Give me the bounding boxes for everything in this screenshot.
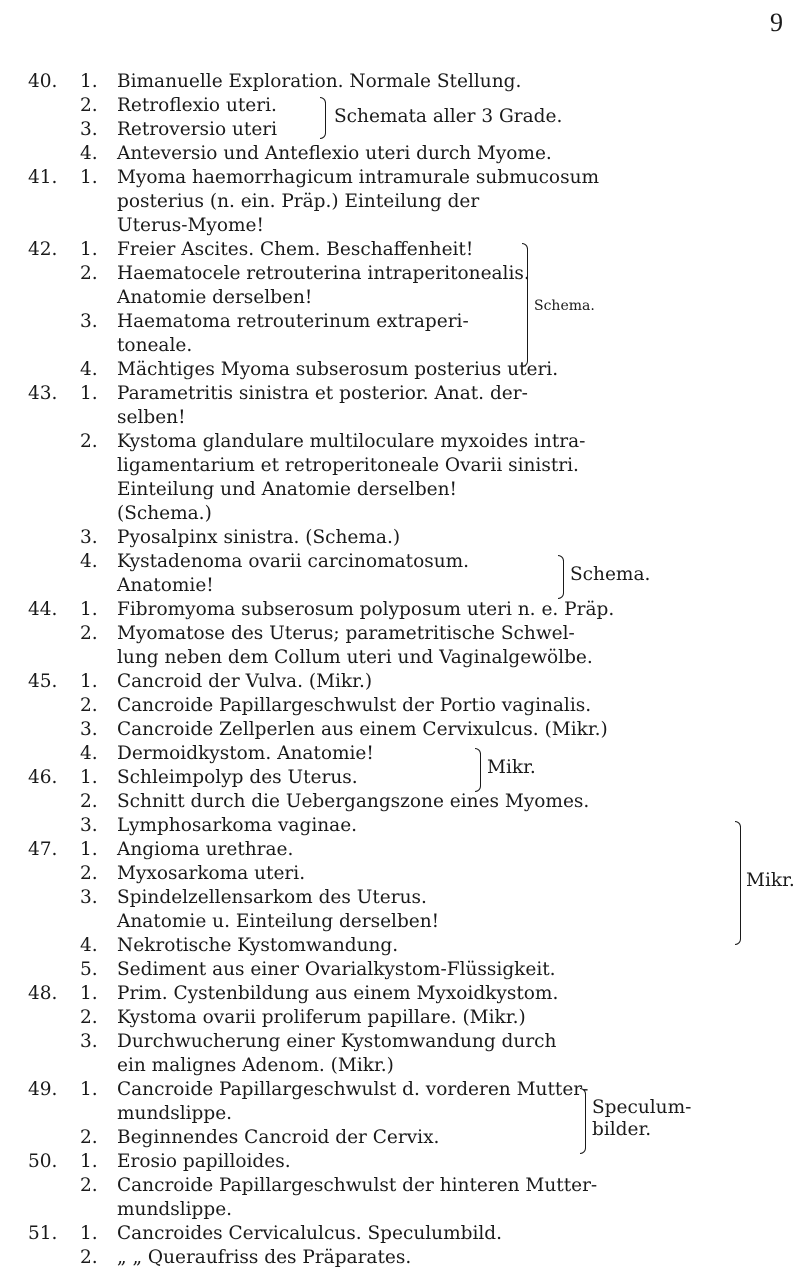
- entry-text: Kystoma ovarii proliferum papillare. (Mikr.): [117, 1007, 526, 1028]
- bracket-note-mikr: Mikr.: [746, 870, 795, 891]
- entry-row: [28, 478, 788, 502]
- entry-text: Retroflexio uteri.: [117, 95, 277, 116]
- entry-row: [28, 1054, 788, 1078]
- entry-text: Cancroid der Vulva. (Mikr.): [117, 671, 373, 692]
- entry-row: [28, 886, 788, 910]
- entry-text: selben!: [117, 407, 186, 428]
- entry-item-number: 3.: [80, 815, 98, 836]
- entry-text: Kystoma glandulare multiloculare myxoides intra-: [117, 431, 586, 452]
- entry-row: [28, 502, 788, 526]
- entry-item-number: 2.: [80, 1127, 98, 1148]
- entry-row: [28, 286, 788, 310]
- bracket-line: [320, 97, 326, 139]
- entry-item-number: 4.: [80, 359, 98, 380]
- entry-group-number: 41.: [28, 167, 58, 188]
- entry-item-number: 1.: [80, 167, 98, 188]
- entry-text: Lymphosarkoma vaginae.: [117, 815, 358, 836]
- entry-group-number: 50.: [28, 1151, 58, 1172]
- entry-group-number: 51.: [28, 1223, 58, 1244]
- entry-row: [28, 766, 788, 790]
- entry-text: Cancroide Papillargeschwulst der hinteren Mutter-: [117, 1175, 598, 1196]
- entry-item-number: 4.: [80, 551, 98, 572]
- entry-row: [28, 670, 788, 694]
- entry-row: [28, 574, 788, 598]
- bracket-line: [522, 243, 528, 367]
- page-number: 9: [770, 8, 782, 37]
- entry-item-number: 2.: [80, 1247, 98, 1268]
- entry-row: [28, 382, 788, 406]
- entry-row: [28, 838, 788, 862]
- entry-text: Myxosarkoma uteri.: [117, 863, 306, 884]
- entry-group-number: 47.: [28, 839, 58, 860]
- entry-item-number: 2.: [80, 695, 98, 716]
- entry-text: Dermoidkystom. Anatomie!: [117, 743, 374, 764]
- entry-item-number: 3.: [80, 119, 98, 140]
- entry-row: [28, 334, 788, 358]
- entry-row: [28, 814, 788, 838]
- entry-item-number: 2.: [80, 623, 98, 644]
- entry-text: Fibromyoma subserosum polyposum uteri n. e. Präp.: [117, 599, 615, 620]
- entry-text: Parametritis sinistra et posterior. Anat. der-: [117, 383, 528, 404]
- entry-item-number: 1.: [80, 1151, 98, 1172]
- bracket-note-schema: Schema.: [570, 564, 651, 585]
- entry-row: [28, 142, 788, 166]
- entry-row: [28, 910, 788, 934]
- entry-text: Prim. Cystenbildung aus einem Myxoidkystom.: [117, 983, 559, 1004]
- entry-item-number: 1.: [80, 599, 98, 620]
- entry-text: Cancroide Zellperlen aus einem Cervixulcus. (Mikr.): [117, 719, 608, 740]
- entry-row: [28, 262, 788, 286]
- entry-text: ligamentarium et retroperitoneale Ovarii sinistri.: [117, 455, 579, 476]
- entry-group-number: 46.: [28, 767, 58, 788]
- entry-row: [28, 358, 788, 382]
- entry-text: Haematoma retrouterinum extraperi-: [117, 311, 469, 332]
- entry-item-number: 3.: [80, 719, 98, 740]
- entry-row: [28, 646, 788, 670]
- entry-text: Myoma haemorrhagicum intramurale submucosum: [117, 167, 600, 188]
- entry-text: Anatomie derselben!: [117, 287, 313, 308]
- entry-row: [28, 790, 788, 814]
- entry-text: posterius (n. ein. Präp.) Einteilung der: [117, 191, 480, 212]
- entry-item-number: 2.: [80, 431, 98, 452]
- entry-item-number: 1.: [80, 671, 98, 692]
- entry-item-number: 2.: [80, 1175, 98, 1196]
- entry-row: [28, 862, 788, 886]
- entry-text: Schleimpolyp des Uterus.: [117, 767, 358, 788]
- entry-row: [28, 958, 788, 982]
- entry-row: [28, 982, 788, 1006]
- entry-group-number: 40.: [28, 71, 58, 92]
- entry-group-number: 45.: [28, 671, 58, 692]
- entry-item-number: 1.: [80, 71, 98, 92]
- entry-row: [28, 406, 788, 430]
- entry-text: Erosio papilloides.: [117, 1151, 291, 1172]
- entry-row: [28, 70, 788, 94]
- entry-text: „ „ Queraufriss des Präparates.: [117, 1247, 412, 1268]
- entry-text: Angioma urethrae.: [117, 839, 294, 860]
- entry-text: Bimanuelle Exploration. Normale Stellung.: [117, 71, 522, 92]
- entry-item-number: 4.: [80, 743, 98, 764]
- entry-item-number: 3.: [80, 311, 98, 332]
- entry-row: [28, 526, 788, 550]
- entry-text: Kystadenoma ovarii carcinomatosum.: [117, 551, 470, 572]
- entry-item-number: 3.: [80, 527, 98, 548]
- entry-row: [28, 742, 788, 766]
- entry-row: [28, 310, 788, 334]
- entry-row: [28, 214, 788, 238]
- entry-row: [28, 550, 788, 574]
- entry-text: Spindelzellensarkom des Uterus.: [117, 887, 427, 908]
- entry-item-number: 2.: [80, 1007, 98, 1028]
- entry-text: Retroversio uteri: [117, 119, 278, 140]
- entry-item-number: 1.: [80, 383, 98, 404]
- entry-text: Nekrotische Kystomwandung.: [117, 935, 399, 956]
- entry-list: [28, 70, 788, 1270]
- entry-text: Anatomie u. Einteilung derselben!: [117, 911, 440, 932]
- bracket-line: [475, 748, 481, 792]
- entry-text: Pyosalpinx sinistra. (Schema.): [117, 527, 401, 548]
- entry-group-number: 43.: [28, 383, 58, 404]
- entry-text: Schnitt durch die Uebergangszone eines Myomes.: [117, 791, 590, 812]
- entry-row: [28, 1174, 788, 1198]
- entry-item-number: 3.: [80, 887, 98, 908]
- entry-row: [28, 694, 788, 718]
- entry-text: Einteilung und Anatomie derselben!: [117, 479, 457, 500]
- entry-row: [28, 598, 788, 622]
- entry-text: Durchwucherung einer Kystomwandung durch: [117, 1031, 557, 1052]
- bracket-note-speculum: Speculum-bilder.: [592, 1097, 692, 1140]
- entry-item-number: 2.: [80, 791, 98, 812]
- entry-text: Anteversio und Anteflexio uteri durch Myome.: [117, 143, 552, 164]
- entry-item-number: 2.: [80, 263, 98, 284]
- entry-item-number: 1.: [80, 239, 98, 260]
- entry-group-number: 42.: [28, 239, 58, 260]
- entry-item-number: 3.: [80, 1031, 98, 1052]
- entry-item-number: 1.: [80, 1079, 98, 1100]
- entry-text: Sediment aus einer Ovarialkystom-Flüssigkeit.: [117, 959, 556, 980]
- bracket-note-schemata: Schemata aller 3 Grade.: [334, 106, 563, 127]
- entry-row: [28, 1006, 788, 1030]
- bracket-note-mikr: Mikr.: [487, 757, 536, 778]
- entry-row: [28, 934, 788, 958]
- entry-row: [28, 1246, 788, 1270]
- entry-text: Freier Ascites. Chem. Beschaffenheit!: [117, 239, 474, 260]
- entry-item-number: 1.: [80, 767, 98, 788]
- entry-text: mundslippe.: [117, 1199, 233, 1220]
- entry-text: Myomatose des Uterus; parametritische Schwel-: [117, 623, 575, 644]
- entry-group-number: 48.: [28, 983, 58, 1004]
- bracket-note-schema: Schema.: [534, 298, 595, 314]
- entry-text: Cancroide Papillargeschwulst d. vorderen Mutter-: [117, 1079, 589, 1100]
- entry-group-number: 49.: [28, 1079, 58, 1100]
- entry-row: [28, 622, 788, 646]
- entry-item-number: 5.: [80, 959, 98, 980]
- entry-row: [28, 454, 788, 478]
- entry-row: [28, 166, 788, 190]
- entry-row: [28, 430, 788, 454]
- entry-text: Cancroide Papillargeschwulst der Portio vaginalis.: [117, 695, 592, 716]
- entry-item-number: 1.: [80, 1223, 98, 1244]
- bracket-line: [558, 555, 564, 599]
- entry-row: [28, 190, 788, 214]
- entry-row: [28, 1150, 788, 1174]
- entry-row: [28, 1198, 788, 1222]
- bracket-line: [735, 821, 741, 945]
- entry-text: Beginnendes Cancroid der Cervix.: [117, 1127, 440, 1148]
- entry-text: Mächtiges Myoma subserosum posterius uteri.: [117, 359, 559, 380]
- entry-text: Cancroides Cervicalulcus. Speculumbild.: [117, 1223, 503, 1244]
- entry-text: Uterus-Myome!: [117, 215, 264, 236]
- entry-text: ein malignes Adenom. (Mikr.): [117, 1055, 394, 1076]
- entry-group-number: 44.: [28, 599, 58, 620]
- entry-text: toneale.: [117, 335, 193, 356]
- entry-text: Anatomie!: [117, 575, 214, 596]
- entry-row: [28, 1030, 788, 1054]
- entry-item-number: 2.: [80, 863, 98, 884]
- entry-text: (Schema.): [117, 503, 212, 524]
- entry-text: lung neben dem Collum uteri und Vaginalgewölbe.: [117, 647, 593, 668]
- bracket-line: [580, 1088, 586, 1154]
- entry-item-number: 2.: [80, 95, 98, 116]
- entry-text: Haematocele retrouterina intraperitonealis.: [117, 263, 530, 284]
- entry-row: [28, 1222, 788, 1246]
- entry-text: mundslippe.: [117, 1103, 233, 1124]
- entry-row: [28, 238, 788, 262]
- entry-row: [28, 718, 788, 742]
- entry-item-number: 1.: [80, 839, 98, 860]
- entry-item-number: 1.: [80, 983, 98, 1004]
- entry-item-number: 4.: [80, 935, 98, 956]
- entry-item-number: 4.: [80, 143, 98, 164]
